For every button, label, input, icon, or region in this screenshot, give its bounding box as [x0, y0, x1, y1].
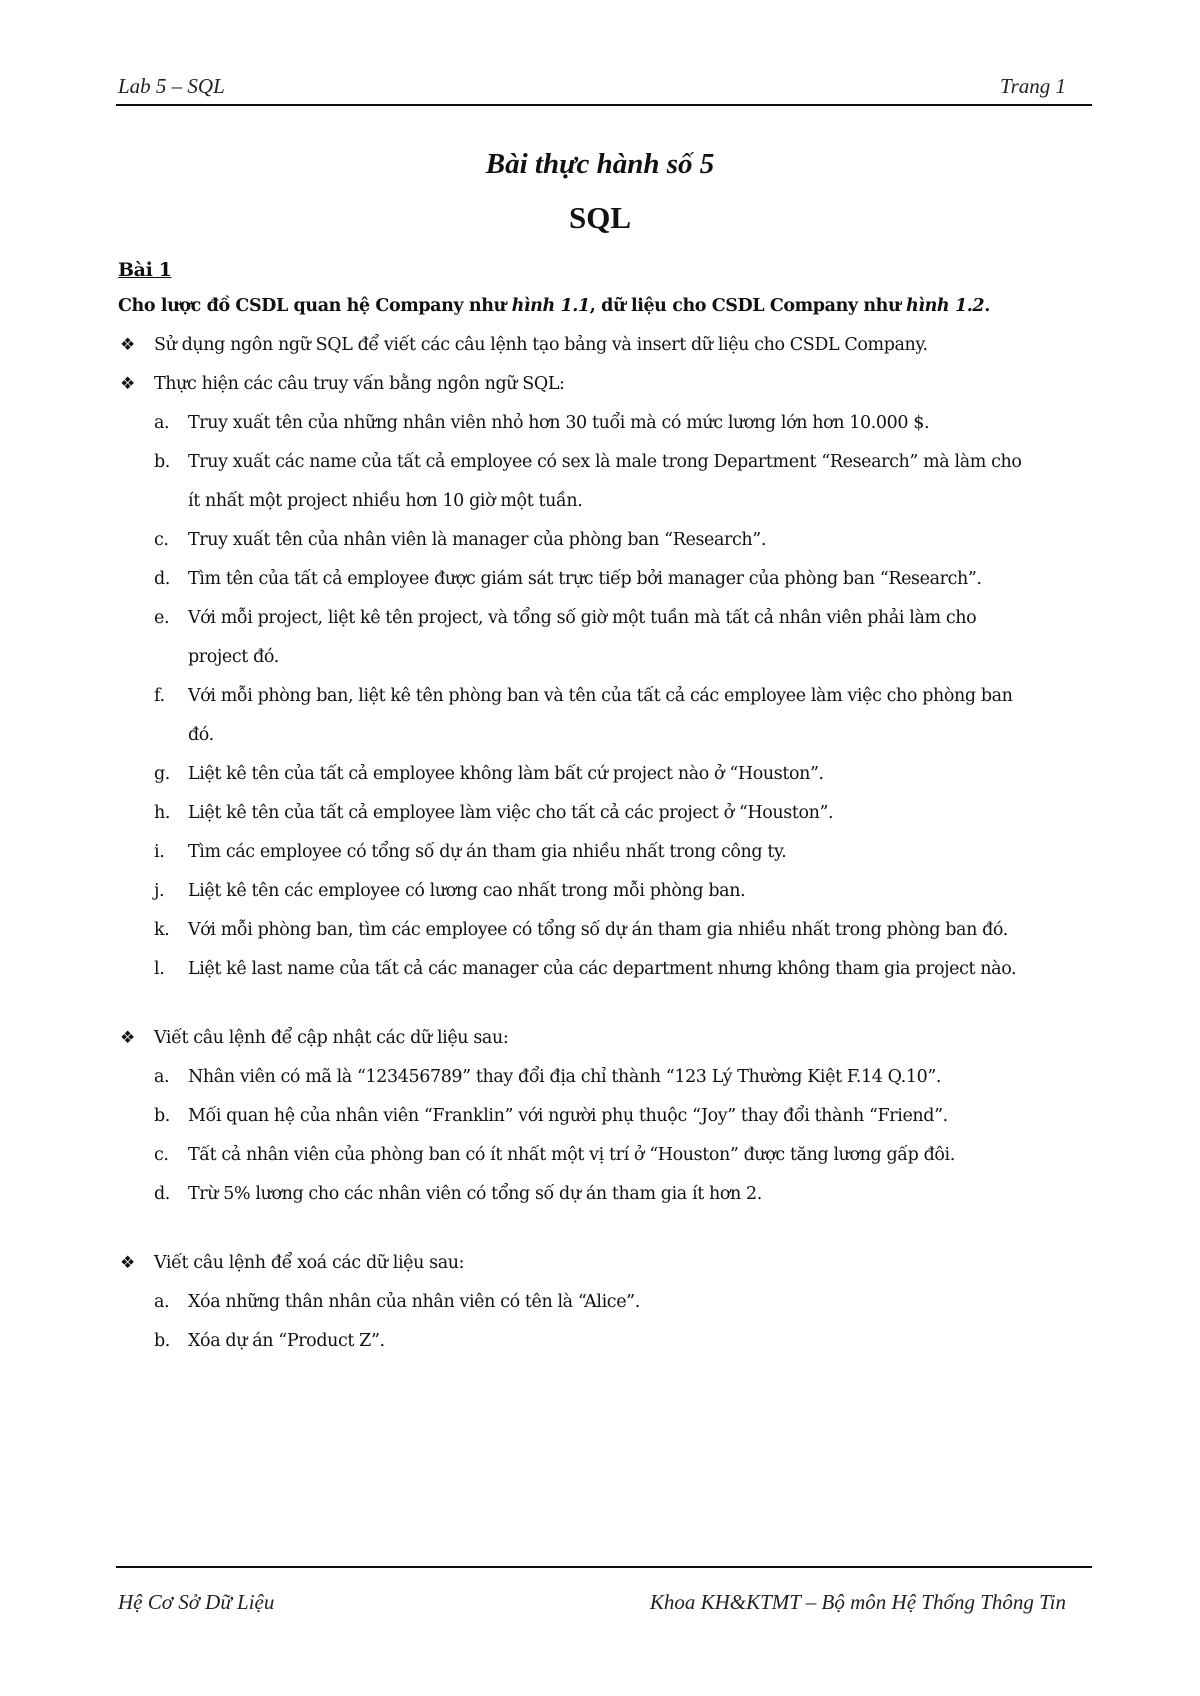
list-item-text: Với mỗi phòng ban, liệt kê tên phòng ban và tên của tất cả các employee làm việc cho phòng ban [188, 686, 1013, 706]
list-item-label: j. [154, 881, 165, 901]
list-item-text: Liệt kê tên các employee có lương cao nhất trong mỗi phòng ban. [188, 881, 746, 901]
list-item [118, 755, 1093, 794]
list-item-label: b. [154, 1331, 170, 1351]
list-item [118, 443, 1093, 482]
list-item [118, 1322, 1093, 1361]
header-left: Lab 5 – SQL [118, 74, 225, 98]
list-item-text: Liệt kê tên của tất cả employee không làm bất cứ project nào ở “Houston”. [188, 764, 824, 784]
list-item-text: Liệt kê last name của tất cả các manager của các department nhưng không tham gia project nào. [188, 959, 1017, 979]
bullet-deletes: ❖ Viết câu lệnh để xoá các dữ liệu sau: [118, 1244, 1093, 1283]
list-item-continuation [118, 716, 1093, 755]
list-item-label: e. [154, 608, 170, 628]
list-item-continuation [118, 638, 1093, 677]
header-rule [116, 104, 1092, 106]
list-item-text: Truy xuất tên của những nhân viên nhỏ hơn 30 tuổi mà có mức lương lớn hơn 10.000 $. [188, 413, 930, 433]
list-item-text: Với mỗi phòng ban, tìm các employee có tổng số dự án tham gia nhiều nhất trong phòng ban đó. [188, 920, 1008, 940]
list-item-text: Tìm các employee có tổng số dự án tham gia nhiều nhất trong công ty. [188, 842, 787, 862]
footer-department: Khoa KH&KTMT – Bộ môn Hệ Thống Thông Tin [649, 1590, 1066, 1614]
list-item-label: b. [154, 1106, 170, 1126]
list-item [118, 794, 1093, 833]
list-item [118, 1283, 1093, 1322]
query-list [118, 404, 1093, 989]
bullet-create-tables: ❖ Sử dụng ngôn ngữ SQL để viết các câu lệnh tạo bảng và insert dữ liệu cho CSDL Company. [118, 326, 1093, 365]
list-item-label: f. [154, 686, 165, 706]
list-item [118, 677, 1093, 716]
list-item [118, 560, 1093, 599]
list-item-text: Với mỗi project, liệt kê tên project, và tổng số giờ một tuần mà tất cả nhân viên phải làm cho [188, 608, 977, 628]
list-item-label: a. [154, 413, 170, 433]
figure-ref-2: hình 1.2 [906, 296, 985, 316]
bullet-updates: ❖ Viết câu lệnh để cập nhật các dữ liệu sau: [118, 1019, 1093, 1058]
list-item-label: b. [154, 452, 170, 472]
list-item-text: Xóa những thân nhân của nhân viên có tên là “Alice”. [188, 1292, 640, 1312]
list-item-continuation [118, 482, 1093, 521]
list-item-label: c. [154, 530, 169, 550]
list-item-text: Tìm tên của tất cả employee được giám sát trực tiếp bởi manager của phòng ban “Research”. [188, 569, 982, 589]
delete-list [118, 1283, 1093, 1361]
list-item [118, 833, 1093, 872]
list-item-text: Nhân viên có mã là “123456789” thay đổi địa chỉ thành “123 Lý Thường Kiệt F.14 Q.10”. [188, 1067, 942, 1087]
list-item [118, 1175, 1093, 1214]
intro-paragraph: Cho lược đồ CSDL quan hệ Company như hình 1.1, dữ liệu cho CSDL Company như hình 1.2. [118, 296, 990, 316]
list-item-label: d. [154, 1184, 170, 1204]
list-item [118, 911, 1093, 950]
list-item-text: Truy xuất tên của nhân viên là manager của phòng ban “Research”. [188, 530, 766, 550]
list-item-text: Trừ 5% lương cho các nhân viên có tổng số dự án tham gia ít hơn 2. [188, 1184, 762, 1204]
list-item-text: đó. [188, 725, 214, 745]
list-item-text: project đó. [188, 647, 279, 667]
list-item-label: a. [154, 1067, 170, 1087]
bullet-queries: ❖ Thực hiện các câu truy vấn bằng ngôn ngữ SQL: [118, 365, 1093, 404]
list-item [118, 521, 1093, 560]
list-item [118, 1097, 1093, 1136]
list-item-label: d. [154, 569, 170, 589]
footer-course: Hệ Cơ Sở Dữ Liệu [118, 1590, 275, 1614]
list-item [118, 950, 1093, 989]
list-item [118, 1136, 1093, 1175]
list-item [118, 1058, 1093, 1097]
list-item-label: i. [154, 842, 165, 862]
list-item-text: Xóa dự án “Product Z”. [188, 1331, 385, 1351]
section-heading: Bài 1 [118, 259, 172, 281]
document-title: Bài thực hành số 5 [485, 148, 715, 180]
list-item [118, 599, 1093, 638]
list-item-label: l. [154, 959, 165, 979]
figure-ref-1: hình 1.1 [511, 296, 590, 316]
list-item-label: h. [154, 803, 171, 823]
footer-rule [116, 1566, 1092, 1568]
list-item [118, 404, 1093, 443]
diamond-bullet-icon: ❖ [120, 1253, 135, 1273]
header-page-number: Trang 1 [1000, 74, 1066, 98]
list-item-text: Mối quan hệ của nhân viên “Franklin” với người phụ thuộc “Joy” thay đổi thành “Friend”. [188, 1106, 948, 1126]
update-list [118, 1058, 1093, 1214]
list-item-label: k. [154, 920, 170, 940]
list-item [118, 872, 1093, 911]
diamond-bullet-icon: ❖ [120, 335, 135, 355]
diamond-bullet-icon: ❖ [120, 1028, 135, 1048]
document-subtitle: SQL [568, 200, 632, 235]
list-item-label: c. [154, 1145, 169, 1165]
list-item-text: Truy xuất các name của tất cả employee có sex là male trong Department “Research” mà làm cho [188, 452, 1022, 472]
list-item-text: Tất cả nhân viên của phòng ban có ít nhất một vị trí ở “Houston” được tăng lương gấp đôi. [188, 1145, 955, 1165]
list-item-text: Liệt kê tên của tất cả employee làm việc cho tất cả các project ở “Houston”. [188, 803, 834, 823]
list-item-text: ít nhất một project nhiều hơn 10 giờ một tuần. [188, 491, 583, 511]
list-item-label: g. [154, 764, 170, 784]
list-item-label: a. [154, 1292, 170, 1312]
document-body [118, 253, 1093, 1361]
diamond-bullet-icon: ❖ [120, 374, 135, 394]
